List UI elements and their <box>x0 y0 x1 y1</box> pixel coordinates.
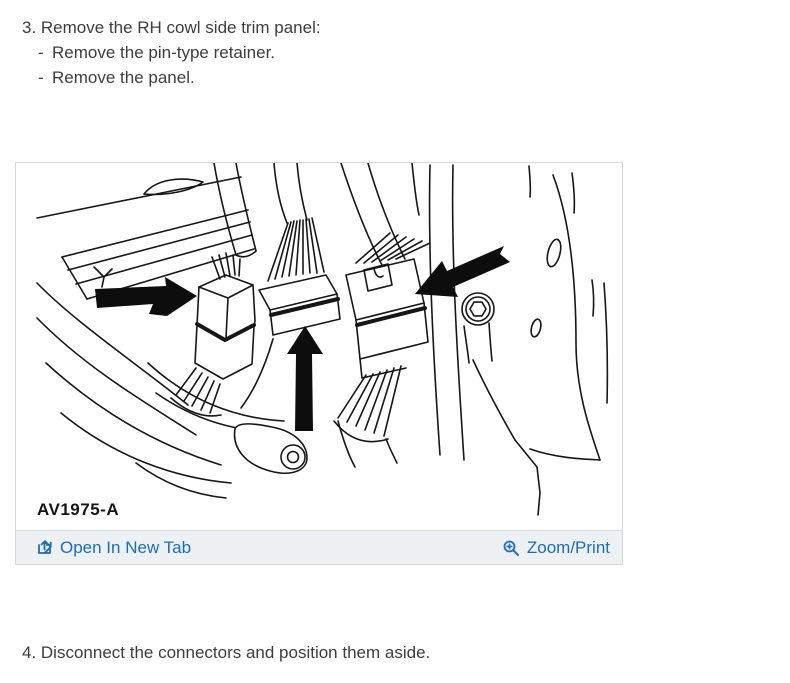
open-in-new-tab-icon <box>36 539 53 556</box>
connector-left <box>171 253 255 416</box>
connector-right <box>334 233 430 467</box>
open-in-new-tab-link[interactable] <box>36 538 191 558</box>
right-arrow <box>415 246 510 297</box>
magnifier-plus-icon <box>502 539 520 557</box>
figure-image <box>16 163 622 530</box>
bullet-text: Remove the panel. <box>52 68 195 87</box>
zoom-print-link[interactable] <box>502 538 610 558</box>
bracket <box>235 424 307 473</box>
cowl-connectors-line-art <box>16 163 622 530</box>
step-4-instructions <box>22 640 430 665</box>
bullet-dash: - <box>38 68 44 87</box>
zoom-print-label: Zoom/Print <box>526 537 610 557</box>
up-arrow <box>287 326 323 431</box>
bullet-dash: - <box>38 43 44 62</box>
step-3-title: 3. Remove the RH cowl side trim panel: <box>22 18 321 37</box>
figure-panel <box>15 162 623 565</box>
step-3-bullet-1 <box>38 40 321 65</box>
pillar-structure <box>462 166 607 515</box>
step-4-title: 4. Disconnect the connectors and position them aside. <box>22 643 431 662</box>
bullet-text: Remove the pin-type retainer. <box>52 43 276 62</box>
figure-toolbar <box>16 530 622 564</box>
left-arrow <box>95 277 197 316</box>
step-3-instructions <box>22 15 321 90</box>
open-in-new-tab-label: Open In New Tab <box>60 537 192 557</box>
step-3-bullet-2 <box>38 65 321 90</box>
figure-label: AV1975-A <box>37 500 120 519</box>
connector-middle <box>259 218 340 335</box>
